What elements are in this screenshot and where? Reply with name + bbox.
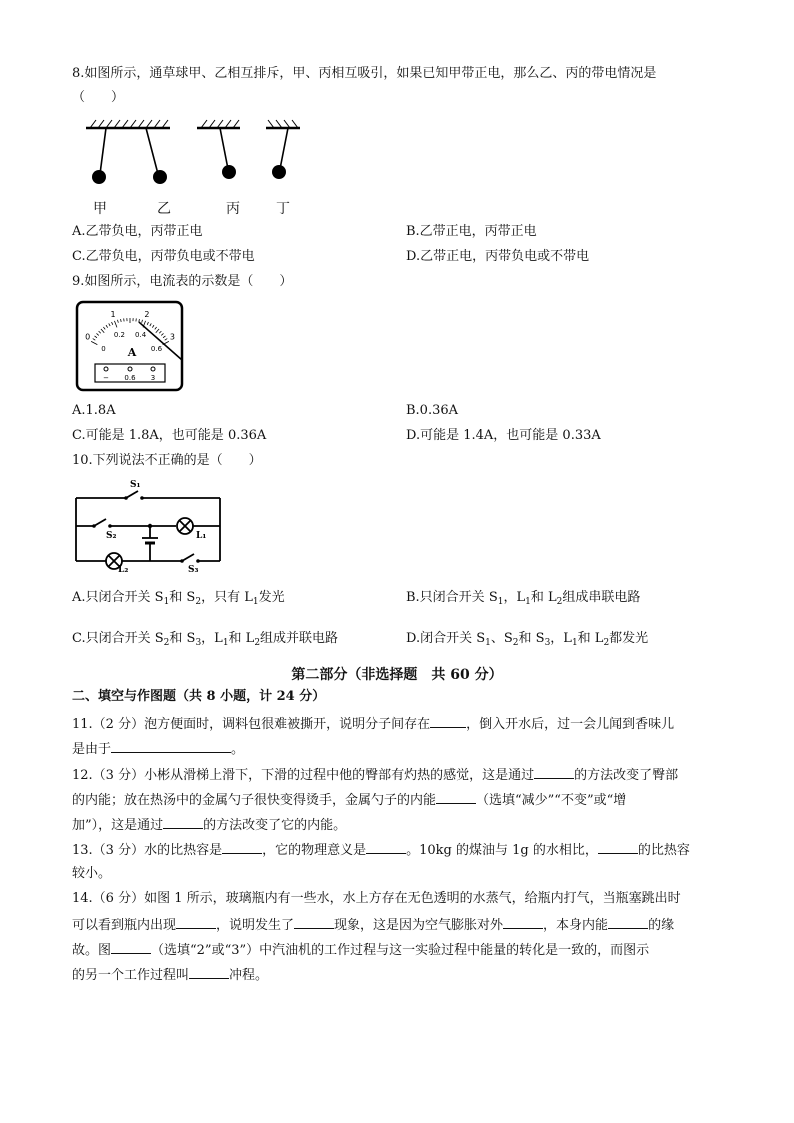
q11-blank-2 xyxy=(111,740,231,753)
q8-option-d: D.乙带正电，丙带负电或不带电 xyxy=(406,249,590,264)
q10-stem: 10.下列说法不正确的是（ ） xyxy=(72,453,262,468)
q10-option-a: A.只闭合开关 $S_1$和 $S_2$，只有 $L_1$发光 xyxy=(72,590,285,607)
q14-blank-4 xyxy=(608,916,648,929)
switch-s2-label: S₂ xyxy=(106,531,117,541)
q13-line2: 较小。 xyxy=(72,866,112,881)
dial-label-top: 2 xyxy=(144,310,150,320)
q12-line2: 的内能；放在热汤中的金属勺子很快变得烫手，金属勺子的内能 （选填“减少”“不变”或“增 xyxy=(72,793,627,808)
part2-title: 第二部分（非选择题 共 60 分） xyxy=(291,667,503,683)
q8-option-c: C.乙带负电，丙带负电或不带电 xyxy=(72,249,255,264)
q12-line3: 加”），这是通过 的方法改变了它的内能。 xyxy=(72,818,347,833)
q10-option-d: D.闭合开关 $S_1$、$S_2$和 $S_3$，$L_1$和 $L_2$都发光 xyxy=(406,631,649,648)
terminal-negative: − xyxy=(103,374,109,382)
q10-option-b: B.只闭合开关 $S_1$，$L_1$和 $L_2$组成串联电路 xyxy=(406,590,641,607)
q9-option-b: B.0.36A xyxy=(406,403,459,418)
ball-bing xyxy=(222,165,236,179)
q8-stem: 8.如图所示，通草球甲、乙相互排斥，甲、丙相互吸引，如果已知甲带正电，那么乙、丙的带电情况是 xyxy=(72,66,657,81)
q10-option-c: C.只闭合开关 $S_2$和 $S_3$，$L_1$和 $L_2$组成并联电路 xyxy=(72,631,339,648)
q11-line2: 是由于 。 xyxy=(72,742,245,757)
lamp-l1-label: L₁ xyxy=(196,531,207,541)
q8-option-a: A.乙带负电，丙带正电 xyxy=(72,224,203,239)
ball-ding xyxy=(272,165,286,179)
dial-label-top: 3 xyxy=(169,332,175,342)
switch-s3-label: S₃ xyxy=(188,565,199,572)
q8-answer-paren: （ ） xyxy=(72,90,125,105)
q8-option-b: B.乙带正电，丙带正电 xyxy=(406,224,537,239)
dial-label-top: 0 xyxy=(85,332,91,342)
q12-blank-1 xyxy=(534,766,574,779)
ammeter-figure xyxy=(75,300,185,394)
q12-blank-2 xyxy=(436,791,476,804)
ball-yi xyxy=(153,170,167,184)
q11-blank-1 xyxy=(430,715,466,728)
label-yi: 乙 xyxy=(157,201,171,217)
ball-jia xyxy=(92,170,106,184)
dial-label-bottom: 0.2 xyxy=(113,330,125,339)
q13-blank-3 xyxy=(598,841,638,854)
q11-line1: 11.（2 分）泡方便面时，调料包很难被撕开，说明分子间存在 ，倒入开水后，过一会儿闻到香味儿 xyxy=(72,717,675,732)
q13-line1: 13.（3 分）水的比热容是 ，它的物理意义是 。10kg 的煤油与 1g 的水相比， 的比热容 xyxy=(72,843,690,858)
q14-line3: 故。图 （选填“2”或“3”）中汽油机的工作过程与这一实验过程中能量的转化是一致的，而图示 xyxy=(72,943,650,958)
dial-label-bottom: 0 xyxy=(101,344,106,353)
dial-label-bottom: 0.6 xyxy=(150,344,163,353)
q14-blank-1 xyxy=(176,916,216,929)
ammeter-unit: A xyxy=(127,346,137,359)
q14-line1: 14.（6 分）如图 1 所示，玻璃瓶内有一些水，水上方存在无色透明的水蒸气，给瓶内打气，当瓶塞跳出时 xyxy=(72,891,681,906)
q13-blank-1 xyxy=(222,841,262,854)
terminal-0-6: 0.6 xyxy=(124,374,136,382)
dial-label-top: 1 xyxy=(110,310,116,320)
q9-option-c: C.可能是 1.8A，也可能是 0.36A xyxy=(72,428,267,443)
q14-line2: 可以看到瓶内出现 ，说明发生了 现象，这是因为空气膨胀对外 ，本身内能 的缘 xyxy=(72,918,675,933)
q13-blank-2 xyxy=(366,841,406,854)
section-title: 二、填空与作图题（共 8 小题，计 24 分） xyxy=(72,689,326,704)
q14-blank-6 xyxy=(189,966,229,979)
terminal-3: 3 xyxy=(150,374,156,382)
q14-blank-5 xyxy=(111,941,151,954)
q14-line4: 的另一个工作过程叫 冲程。 xyxy=(72,968,269,983)
q8-pith-ball-figure xyxy=(72,114,327,192)
dial-label-bottom: 0.4 xyxy=(135,330,147,339)
q12-line1: 12.（3 分）小彬从滑梯上滑下，下滑的过程中他的臀部有灼热的感觉，这是通过 的方法改变了臀部 xyxy=(72,768,679,783)
lamp-l2-label: L₂ xyxy=(118,565,129,572)
q14-blank-2 xyxy=(294,916,334,929)
switch-s1-label: S₁ xyxy=(130,480,141,490)
label-jia: 甲 xyxy=(93,201,107,217)
q9-option-d: D.可能是 1.4A，也可能是 0.33A xyxy=(406,428,601,443)
q14-blank-3 xyxy=(503,916,543,929)
label-bing: 丙 xyxy=(226,201,240,217)
circuit-figure xyxy=(72,476,232,572)
q9-option-a: A.1.8A xyxy=(72,403,116,418)
q9-stem: 9.如图所示，电流表的示数是（ ） xyxy=(72,274,293,289)
q12-blank-3 xyxy=(163,816,203,829)
label-ding: 丁 xyxy=(276,201,290,217)
